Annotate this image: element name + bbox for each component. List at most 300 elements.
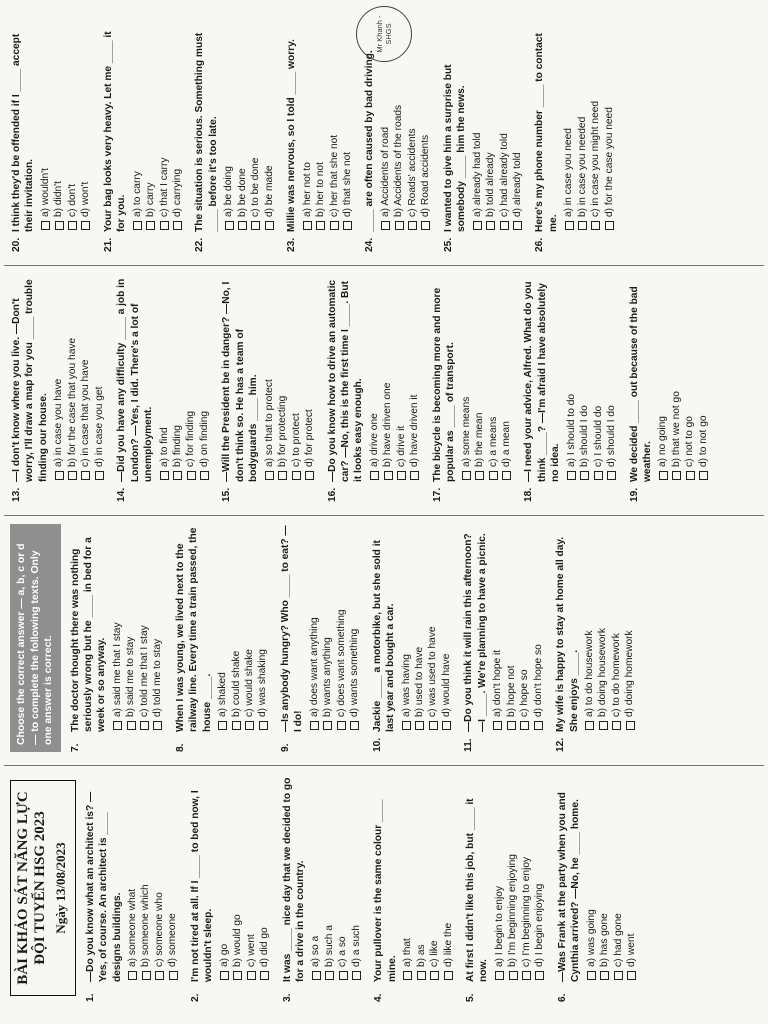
question-item	[10, 24, 93, 252]
answer-option-label: c) in case that you have	[80, 359, 92, 467]
answer-option-label: d) in case you get	[93, 386, 105, 467]
checkbox-icon[interactable]	[672, 471, 681, 480]
question-item	[281, 774, 364, 1002]
answer-option[interactable]	[93, 274, 106, 480]
answer-option[interactable]	[348, 524, 361, 730]
question-text: My wife is happy to stay at home all day. She enjoys ____.	[555, 536, 580, 732]
question-text: Your bag looks very heavy. Let me ____ it for you.	[102, 31, 128, 232]
question-item	[84, 774, 180, 1002]
answer-option[interactable]	[623, 524, 636, 730]
checkbox-icon[interactable]	[473, 221, 482, 230]
answer-option[interactable]	[263, 274, 276, 480]
checkbox-icon[interactable]	[305, 471, 314, 480]
checkbox-icon[interactable]	[142, 971, 151, 980]
question-item	[554, 524, 637, 752]
answer-option[interactable]	[216, 524, 229, 730]
answer-option[interactable]	[562, 24, 575, 230]
question-list	[69, 524, 637, 752]
answer-option[interactable]	[697, 274, 710, 480]
checkbox-icon[interactable]	[507, 721, 516, 730]
answer-option-label: d) went	[625, 933, 637, 967]
answer-option[interactable]	[231, 774, 244, 980]
answer-option[interactable]	[166, 774, 179, 980]
answer-options	[126, 774, 180, 980]
checkbox-icon[interactable]	[187, 471, 196, 480]
question-text: We decided ____ out because of the bad weather.	[628, 286, 654, 482]
answer-option[interactable]	[66, 24, 79, 230]
question-number: 19.	[628, 487, 640, 502]
answer-option-label: d) for protect	[304, 409, 316, 467]
checkbox-icon[interactable]	[232, 721, 241, 730]
checkbox-icon[interactable]	[310, 721, 319, 730]
checkbox-icon[interactable]	[370, 471, 379, 480]
answer-option[interactable]	[511, 24, 524, 230]
checkbox-icon[interactable]	[218, 721, 227, 730]
checkbox-icon[interactable]	[403, 971, 412, 980]
answer-option-label: b) didn't	[53, 181, 65, 217]
checkbox-icon[interactable]	[128, 971, 137, 980]
question-item	[10, 274, 106, 502]
checkbox-icon[interactable]	[626, 721, 635, 730]
checkbox-icon[interactable]	[534, 721, 543, 730]
checkbox-icon[interactable]	[55, 471, 64, 480]
checkbox-icon[interactable]	[323, 721, 332, 730]
checkbox-icon[interactable]	[81, 471, 90, 480]
answer-options	[460, 274, 514, 480]
answer-option[interactable]	[473, 274, 486, 480]
answer-option-label: c) don't	[66, 183, 78, 217]
answer-option[interactable]	[230, 524, 243, 730]
answer-option-label: b) as	[415, 944, 427, 967]
question-text: When I was young, we lived next to the railway line. Every time a train passed, the house ____.	[174, 527, 213, 732]
answer-option[interactable]	[323, 774, 336, 980]
checkbox-icon[interactable]	[686, 471, 695, 480]
answer-option[interactable]	[328, 24, 341, 230]
answer-option[interactable]	[52, 24, 65, 230]
answer-option-label: c) would shake	[243, 649, 255, 717]
checkbox-icon[interactable]	[292, 471, 301, 480]
answer-option[interactable]	[144, 24, 157, 230]
answer-option-label: a) I should to do	[565, 393, 577, 467]
question-text: Your pullover is the same colour ____ mine.	[373, 799, 398, 982]
question-stem	[371, 524, 398, 752]
checkbox-icon[interactable]	[408, 221, 417, 230]
checkbox-icon[interactable]	[599, 721, 608, 730]
checkbox-icon[interactable]	[173, 471, 182, 480]
answer-option[interactable]	[583, 524, 596, 730]
answer-option[interactable]	[39, 24, 52, 230]
answer-option-label: b) would go	[232, 914, 244, 967]
checkbox-icon[interactable]	[462, 471, 471, 480]
question-number: 6.	[556, 993, 568, 1002]
answer-options	[39, 24, 93, 230]
answer-option[interactable]	[368, 274, 381, 480]
answer-option-label: b) finding	[171, 425, 183, 467]
answer-option-label: b) hope not	[505, 665, 517, 717]
checkbox-icon[interactable]	[607, 471, 616, 480]
answer-option[interactable]	[426, 524, 439, 730]
question-list	[10, 274, 710, 502]
checkbox-icon[interactable]	[659, 471, 668, 480]
checkbox-icon[interactable]	[278, 471, 287, 480]
question-stem	[279, 524, 306, 752]
checkbox-icon[interactable]	[325, 971, 334, 980]
answer-option[interactable]	[415, 774, 428, 980]
answer-option[interactable]	[506, 774, 519, 980]
checkbox-icon[interactable]	[265, 221, 274, 230]
question-stem	[193, 24, 220, 252]
answer-option[interactable]	[66, 274, 79, 480]
checkbox-icon[interactable]	[352, 971, 361, 980]
answer-option[interactable]	[258, 774, 271, 980]
answer-option[interactable]	[612, 774, 625, 980]
checkbox-icon[interactable]	[535, 971, 544, 980]
answer-options	[400, 524, 454, 730]
answer-option[interactable]	[290, 274, 303, 480]
answer-option[interactable]	[222, 24, 235, 230]
answer-option-label: b) such a	[323, 925, 335, 967]
question-item	[442, 24, 525, 252]
checkbox-icon[interactable]	[627, 971, 636, 980]
answer-option[interactable]	[138, 524, 151, 730]
question-stem	[115, 274, 155, 502]
answer-option[interactable]	[610, 524, 623, 730]
checkbox-icon[interactable]	[699, 471, 708, 480]
answer-option-label: a) was going	[585, 909, 597, 967]
checkbox-icon[interactable]	[495, 971, 504, 980]
answer-option[interactable]	[520, 774, 533, 980]
checkbox-icon[interactable]	[169, 971, 178, 980]
answer-option-label: c) had already told	[498, 133, 510, 217]
checkbox-icon[interactable]	[350, 721, 359, 730]
answer-option[interactable]	[236, 24, 249, 230]
answer-option[interactable]	[158, 274, 171, 480]
question-item	[628, 274, 711, 502]
answer-option[interactable]	[408, 274, 421, 480]
checkbox-icon[interactable]	[140, 721, 149, 730]
answer-option-label: a) already had told	[471, 132, 483, 217]
checkbox-icon[interactable]	[316, 221, 325, 230]
checkbox-icon[interactable]	[339, 971, 348, 980]
checkbox-icon[interactable]	[41, 221, 50, 230]
checkbox-icon[interactable]	[614, 971, 623, 980]
answer-option-label: b) for the case that you have	[66, 337, 78, 467]
checkbox-icon[interactable]	[578, 221, 587, 230]
checkbox-icon[interactable]	[397, 471, 406, 480]
question-stem	[431, 274, 458, 502]
answer-option[interactable]	[301, 24, 314, 230]
checkbox-icon[interactable]	[587, 971, 596, 980]
question-number: 16.	[326, 487, 338, 502]
answer-option-label: c) does want something	[335, 609, 347, 717]
answer-option-label: c) like	[429, 940, 441, 967]
answer-option[interactable]	[314, 24, 327, 230]
answer-option-label: d) don't hope so	[532, 644, 544, 717]
answer-option-label: a) does want anything	[308, 617, 320, 717]
answer-options	[565, 274, 619, 480]
checkbox-icon[interactable]	[429, 721, 438, 730]
question-number: 7.	[69, 743, 81, 752]
checkbox-icon[interactable]	[55, 221, 64, 230]
question-item	[285, 24, 354, 252]
checkbox-icon[interactable]	[146, 221, 155, 230]
checkbox-icon[interactable]	[395, 221, 404, 230]
checkbox-icon[interactable]	[594, 471, 603, 480]
answer-option[interactable]	[111, 524, 124, 730]
checkbox-icon[interactable]	[81, 221, 90, 230]
answer-option-label: c) drive it	[395, 425, 407, 467]
checkbox-icon[interactable]	[567, 471, 576, 480]
answer-option[interactable]	[139, 774, 152, 980]
answer-option[interactable]	[303, 274, 316, 480]
column-3	[10, 274, 719, 502]
question-item	[279, 524, 362, 752]
answer-option[interactable]	[79, 24, 92, 230]
checkbox-icon[interactable]	[113, 721, 122, 730]
checkbox-icon[interactable]	[343, 221, 352, 230]
checkbox-icon[interactable]	[68, 471, 77, 480]
checkbox-icon[interactable]	[220, 971, 229, 980]
checkbox-icon[interactable]	[260, 971, 269, 980]
checkbox-icon[interactable]	[520, 721, 529, 730]
checkbox-icon[interactable]	[95, 471, 104, 480]
answer-option[interactable]	[336, 774, 349, 980]
answer-option[interactable]	[493, 774, 506, 980]
checkbox-icon[interactable]	[225, 221, 234, 230]
checkbox-icon[interactable]	[522, 971, 531, 980]
answer-option[interactable]	[578, 274, 591, 480]
answer-option[interactable]	[576, 24, 589, 230]
question-item	[371, 524, 454, 752]
answer-option[interactable]	[428, 774, 441, 980]
answer-option[interactable]	[598, 774, 611, 980]
question-stem	[522, 274, 562, 502]
question-number: 2.	[189, 993, 201, 1002]
answer-option[interactable]	[413, 524, 426, 730]
answer-option[interactable]	[406, 24, 419, 230]
checkbox-icon[interactable]	[605, 221, 614, 230]
answer-option[interactable]	[309, 774, 322, 980]
answer-option[interactable]	[442, 774, 455, 980]
answer-option[interactable]	[533, 774, 546, 980]
answer-option[interactable]	[218, 774, 231, 980]
checkbox-icon[interactable]	[475, 471, 484, 480]
checkbox-icon[interactable]	[489, 471, 498, 480]
checkbox-icon[interactable]	[173, 221, 182, 230]
answer-option-label: d) for the case you need	[603, 107, 615, 217]
answer-option[interactable]	[401, 774, 414, 980]
answer-option[interactable]	[656, 274, 669, 480]
answer-option[interactable]	[460, 274, 473, 480]
answer-option-label: d) Road accidents	[420, 134, 432, 217]
checkbox-icon[interactable]	[259, 721, 268, 730]
answer-option-label: b) be done	[236, 168, 248, 217]
checkbox-icon[interactable]	[486, 221, 495, 230]
answer-option[interactable]	[565, 274, 578, 480]
answer-option[interactable]	[198, 274, 211, 480]
answer-option[interactable]	[532, 524, 545, 730]
question-stem	[220, 274, 260, 502]
answer-option[interactable]	[243, 524, 256, 730]
answer-option[interactable]	[131, 24, 144, 230]
checkbox-icon[interactable]	[430, 971, 439, 980]
answer-option[interactable]	[276, 274, 289, 480]
checkbox-icon[interactable]	[502, 471, 511, 480]
question-text: —I need your advice, Alfred. What do you think ____? —I'm afraid I have absolutely no idea.	[523, 281, 562, 482]
checkbox-icon[interactable]	[127, 721, 136, 730]
answer-option[interactable]	[126, 774, 139, 980]
answer-option[interactable]	[79, 274, 92, 480]
checkbox-icon[interactable]	[509, 971, 518, 980]
answer-option-label: b) for protecting	[277, 395, 289, 467]
answer-option[interactable]	[440, 524, 453, 730]
question-text: Jackie ____ a motorbike, but she sold it last year and bought a car.	[371, 540, 397, 732]
checkbox-icon[interactable]	[585, 721, 594, 730]
answer-option-label: d) to not go	[697, 415, 709, 467]
question-stem	[554, 524, 581, 752]
question-item	[69, 524, 165, 752]
answer-option[interactable]	[381, 274, 394, 480]
checkbox-icon[interactable]	[444, 971, 453, 980]
answer-option-label: d) have driven it	[409, 394, 421, 467]
answer-option-label: c) told me that I stay	[138, 625, 150, 717]
checkbox-icon[interactable]	[381, 221, 390, 230]
checkbox-icon[interactable]	[591, 221, 600, 230]
checkbox-icon[interactable]	[265, 471, 274, 480]
question-stem	[84, 774, 124, 1002]
checkbox-icon[interactable]	[303, 221, 312, 230]
answer-options	[158, 274, 212, 480]
answer-option[interactable]	[491, 524, 504, 730]
answer-option-label: c) not to go	[684, 416, 696, 467]
answer-options	[562, 24, 616, 230]
answer-option[interactable]	[498, 24, 511, 230]
answer-option[interactable]	[245, 774, 258, 980]
answer-option[interactable]	[484, 24, 497, 230]
answer-option[interactable]	[400, 524, 413, 730]
checkbox-icon[interactable]	[160, 471, 169, 480]
question-stem	[10, 24, 37, 252]
answer-option[interactable]	[171, 24, 184, 230]
answer-option[interactable]	[321, 524, 334, 730]
question-stem	[628, 274, 655, 502]
checkbox-icon[interactable]	[160, 221, 169, 230]
checkbox-icon[interactable]	[500, 221, 509, 230]
question-number: 3.	[281, 993, 293, 1002]
question-number: 17.	[431, 487, 443, 502]
checkbox-icon[interactable]	[247, 971, 256, 980]
answer-option[interactable]	[263, 24, 276, 230]
checkbox-icon[interactable]	[238, 221, 247, 230]
answer-option[interactable]	[52, 274, 65, 480]
answer-option[interactable]	[249, 24, 262, 230]
answer-option-label: b) used to have	[413, 646, 425, 717]
answer-option[interactable]	[487, 274, 500, 480]
checkbox-icon[interactable]	[600, 971, 609, 980]
checkbox-icon[interactable]	[580, 471, 589, 480]
checkbox-icon[interactable]	[415, 721, 424, 730]
answer-option[interactable]	[605, 274, 618, 480]
checkbox-icon[interactable]	[153, 721, 162, 730]
checkbox-icon[interactable]	[513, 221, 522, 230]
answer-option[interactable]	[596, 524, 609, 730]
answer-option[interactable]	[670, 274, 683, 480]
question-number: 1.	[84, 993, 96, 1002]
checkbox-icon[interactable]	[565, 221, 574, 230]
answer-options	[52, 274, 106, 480]
answer-option-label: d) would have	[440, 653, 452, 717]
answer-option-label: a) some means	[460, 396, 472, 467]
answer-option[interactable]	[341, 24, 354, 230]
checkbox-icon[interactable]	[402, 721, 411, 730]
answer-option[interactable]	[256, 524, 269, 730]
answer-option[interactable]	[335, 524, 348, 730]
checkbox-icon[interactable]	[442, 721, 451, 730]
answer-option[interactable]	[500, 274, 513, 480]
answer-option[interactable]	[589, 24, 602, 230]
answer-option[interactable]	[153, 774, 166, 980]
answer-option[interactable]	[603, 24, 616, 230]
checkbox-icon[interactable]	[337, 721, 346, 730]
answer-option[interactable]	[308, 524, 321, 730]
checkbox-icon[interactable]	[612, 721, 621, 730]
checkbox-icon[interactable]	[68, 221, 77, 230]
checkbox-icon[interactable]	[410, 471, 419, 480]
answer-option[interactable]	[171, 274, 184, 480]
question-stem	[533, 24, 560, 252]
answer-option[interactable]	[350, 774, 363, 980]
answer-option-label: b) Accidents of the roads	[393, 104, 405, 217]
checkbox-icon[interactable]	[155, 971, 164, 980]
answer-option-label: d) told me to stay	[152, 638, 164, 717]
answer-option[interactable]	[585, 774, 598, 980]
answer-option-label: c) I should do	[592, 405, 604, 467]
answer-options	[111, 524, 165, 730]
checkbox-icon[interactable]	[421, 221, 430, 230]
checkbox-icon[interactable]	[133, 221, 142, 230]
answer-option[interactable]	[395, 274, 408, 480]
answer-option[interactable]	[505, 524, 518, 730]
answer-option[interactable]	[124, 524, 137, 730]
answer-option[interactable]	[592, 274, 605, 480]
answer-option[interactable]	[518, 524, 531, 730]
checkbox-icon[interactable]	[200, 471, 209, 480]
question-text: ____ are often caused by bad driving.	[364, 50, 376, 232]
question-number: 10.	[371, 737, 383, 752]
answer-option[interactable]	[184, 274, 197, 480]
answer-options	[218, 774, 272, 980]
checkbox-icon[interactable]	[245, 721, 254, 730]
answer-option[interactable]	[683, 274, 696, 480]
checkbox-icon[interactable]	[417, 971, 426, 980]
answer-option[interactable]	[471, 24, 484, 230]
checkbox-icon[interactable]	[251, 221, 260, 230]
answer-option[interactable]	[419, 24, 432, 230]
checkbox-icon[interactable]	[233, 971, 242, 980]
answer-option[interactable]	[625, 774, 638, 980]
checkbox-icon[interactable]	[493, 721, 502, 730]
checkbox-icon[interactable]	[312, 971, 321, 980]
answer-option-label: c) to protect	[290, 413, 302, 467]
question-item	[326, 274, 422, 502]
answer-option[interactable]	[151, 524, 164, 730]
answer-option[interactable]	[158, 24, 171, 230]
answer-option-label: d) carrying	[171, 168, 183, 217]
answer-option-label: c) I'm beginning to enjoy	[520, 856, 532, 967]
checkbox-icon[interactable]	[330, 221, 339, 230]
question-item	[556, 774, 639, 1002]
checkbox-icon[interactable]	[384, 471, 393, 480]
